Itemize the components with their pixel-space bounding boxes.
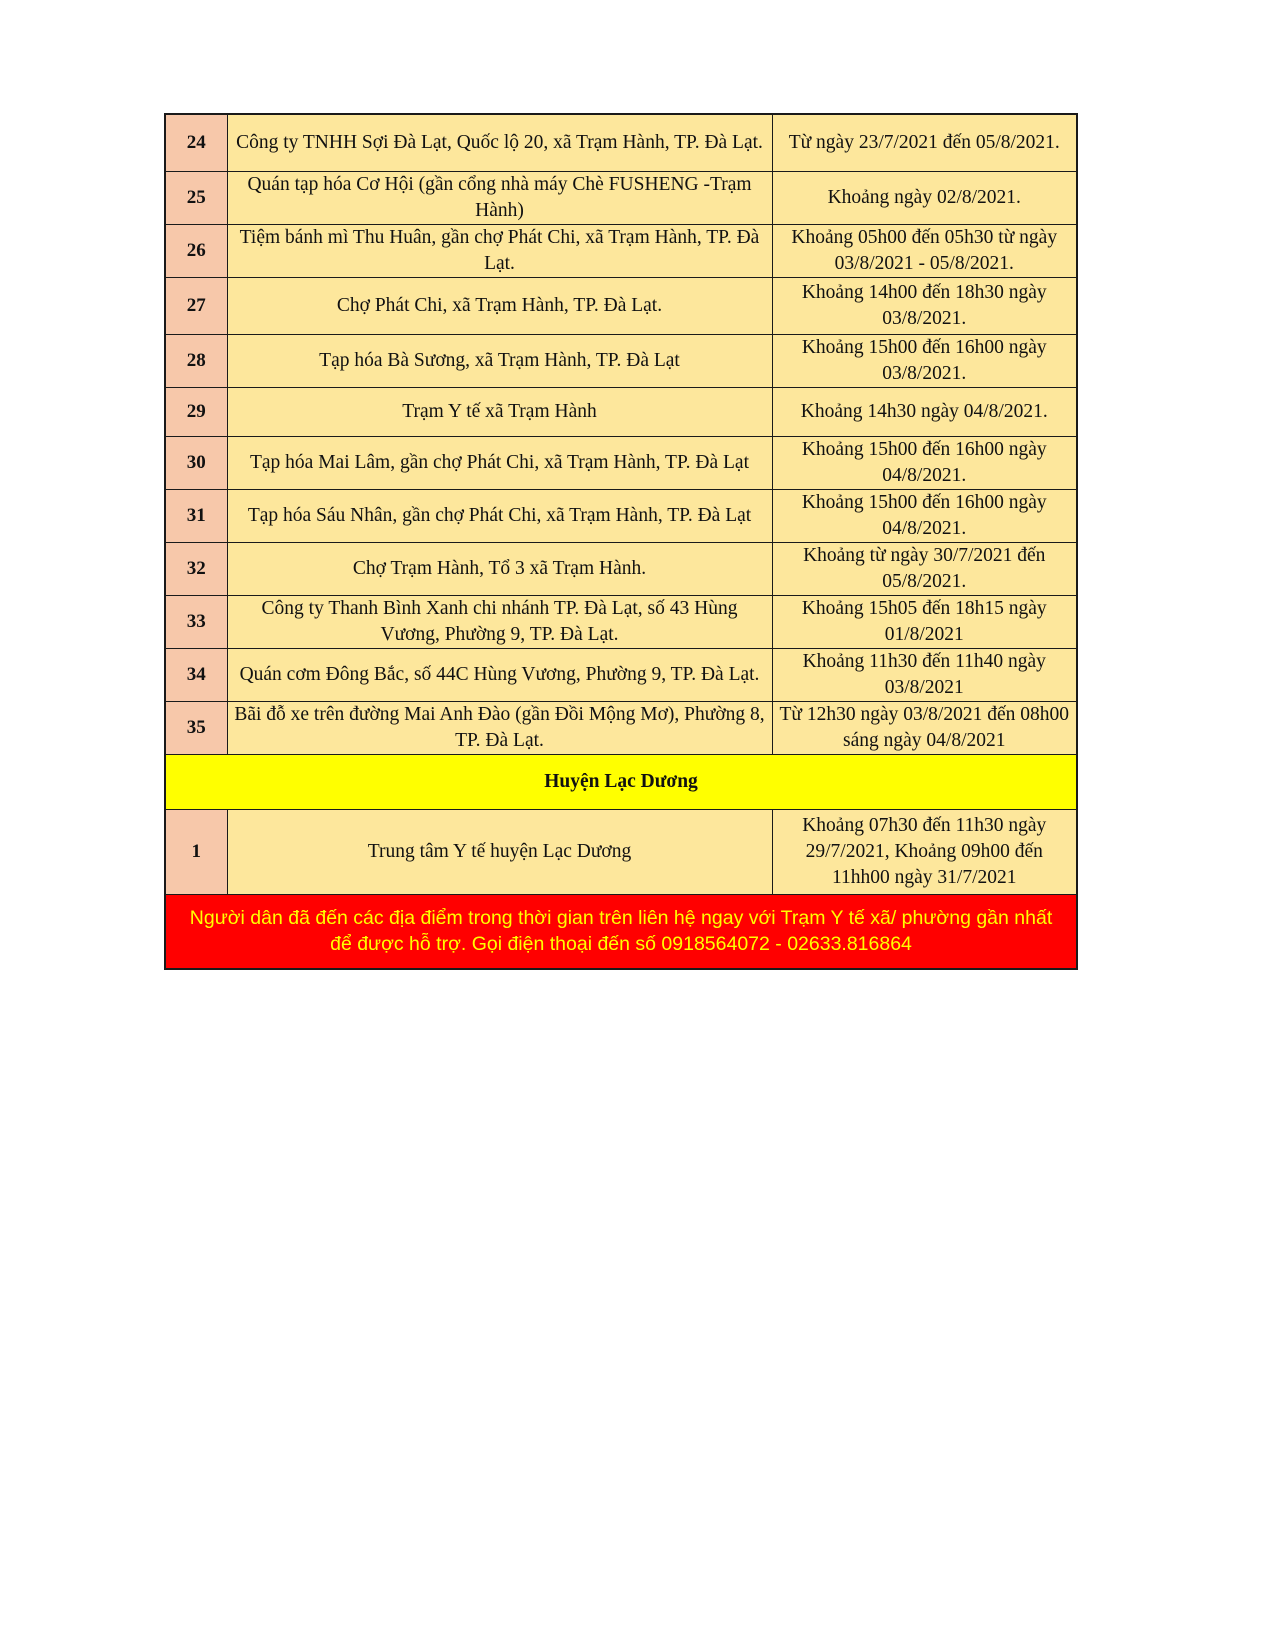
location-cell: Công ty TNHH Sợi Đà Lạt, Quốc lộ 20, xã Trạm Hành, TP. Đà Lạt. — [227, 114, 772, 171]
row-number: 25 — [165, 171, 227, 224]
table-row — [165, 648, 1077, 701]
table-row — [165, 701, 1077, 754]
contact-notice: Người dân đã đến các địa điểm trong thời gian trên liên hệ ngay với Trạm Y tế xã/ phường gần nhất để được hỗ trợ. Gọi điện thoại đến số 0918564072 - 02633.816864 — [165, 894, 1077, 969]
row-number: 35 — [165, 701, 227, 754]
table-row — [165, 277, 1077, 334]
location-cell: Trạm Y tế xã Trạm Hành — [227, 387, 772, 436]
row-number: 33 — [165, 595, 227, 648]
time-cell: Khoảng 15h00 đến 16h00 ngày 04/8/2021. — [772, 436, 1077, 489]
location-cell: Công ty Thanh Bình Xanh chi nhánh TP. Đà Lạt, số 43 Hùng Vương, Phường 9, TP. Đà Lạt. — [227, 595, 772, 648]
section-header-row — [165, 754, 1077, 809]
table-row — [165, 114, 1077, 171]
location-cell: Tạp hóa Bà Sương, xã Trạm Hành, TP. Đà Lạt — [227, 334, 772, 387]
location-cell: Trung tâm Y tế huyện Lạc Dương — [227, 809, 772, 894]
row-number: 1 — [165, 809, 227, 894]
time-cell: Khoảng 15h00 đến 16h00 ngày 03/8/2021. — [772, 334, 1077, 387]
table-row — [165, 334, 1077, 387]
notice-row — [165, 894, 1077, 969]
location-cell: Chợ Phát Chi, xã Trạm Hành, TP. Đà Lạt. — [227, 277, 772, 334]
row-number: 30 — [165, 436, 227, 489]
time-cell: Khoảng 15h00 đến 16h00 ngày 04/8/2021. — [772, 489, 1077, 542]
row-number: 28 — [165, 334, 227, 387]
row-number: 31 — [165, 489, 227, 542]
time-cell: Khoảng 05h00 đến 05h30 từ ngày 03/8/2021 - 05/8/2021. — [772, 224, 1077, 277]
table-row — [165, 224, 1077, 277]
row-number: 34 — [165, 648, 227, 701]
table-row — [165, 542, 1077, 595]
row-number: 24 — [165, 114, 227, 171]
time-cell: Khoảng 14h00 đến 18h30 ngày 03/8/2021. — [772, 277, 1077, 334]
location-cell: Bãi đỗ xe trên đường Mai Anh Đào (gần Đồi Mộng Mơ), Phường 8, TP. Đà Lạt. — [227, 701, 772, 754]
location-cell: Quán cơm Đông Bắc, số 44C Hùng Vương, Phường 9, TP. Đà Lạt. — [227, 648, 772, 701]
table-row — [165, 809, 1077, 894]
location-cell: Tiệm bánh mì Thu Huân, gần chợ Phát Chi, xã Trạm Hành, TP. Đà Lạt. — [227, 224, 772, 277]
time-cell: Khoảng ngày 02/8/2021. — [772, 171, 1077, 224]
time-cell: Từ ngày 23/7/2021 đến 05/8/2021. — [772, 114, 1077, 171]
time-cell: Khoảng từ ngày 30/7/2021 đến 05/8/2021. — [772, 542, 1077, 595]
row-number: 29 — [165, 387, 227, 436]
table-row — [165, 489, 1077, 542]
time-cell: Khoảng 15h05 đến 18h15 ngày 01/8/2021 — [772, 595, 1077, 648]
exposure-locations-table — [164, 113, 1078, 970]
time-cell: Từ 12h30 ngày 03/8/2021 đến 08h00 sáng ngày 04/8/2021 — [772, 701, 1077, 754]
table-row — [165, 595, 1077, 648]
row-number: 26 — [165, 224, 227, 277]
section-title: Huyện Lạc Dương — [165, 754, 1077, 809]
row-number: 32 — [165, 542, 227, 595]
location-cell: Quán tạp hóa Cơ Hội (gần cổng nhà máy Chè FUSHENG -Trạm Hành) — [227, 171, 772, 224]
location-cell: Tạp hóa Mai Lâm, gần chợ Phát Chi, xã Trạm Hành, TP. Đà Lạt — [227, 436, 772, 489]
time-cell: Khoảng 11h30 đến 11h40 ngày 03/8/2021 — [772, 648, 1077, 701]
location-cell: Chợ Trạm Hành, Tổ 3 xã Trạm Hành. — [227, 542, 772, 595]
row-number: 27 — [165, 277, 227, 334]
location-cell: Tạp hóa Sáu Nhân, gần chợ Phát Chi, xã Trạm Hành, TP. Đà Lạt — [227, 489, 772, 542]
table-row — [165, 387, 1077, 436]
time-cell: Khoảng 07h30 đến 11h30 ngày 29/7/2021, Khoảng 09h00 đến 11hh00 ngày 31/7/2021 — [772, 809, 1077, 894]
time-cell: Khoảng 14h30 ngày 04/8/2021. — [772, 387, 1077, 436]
table-row — [165, 171, 1077, 224]
table-row — [165, 436, 1077, 489]
